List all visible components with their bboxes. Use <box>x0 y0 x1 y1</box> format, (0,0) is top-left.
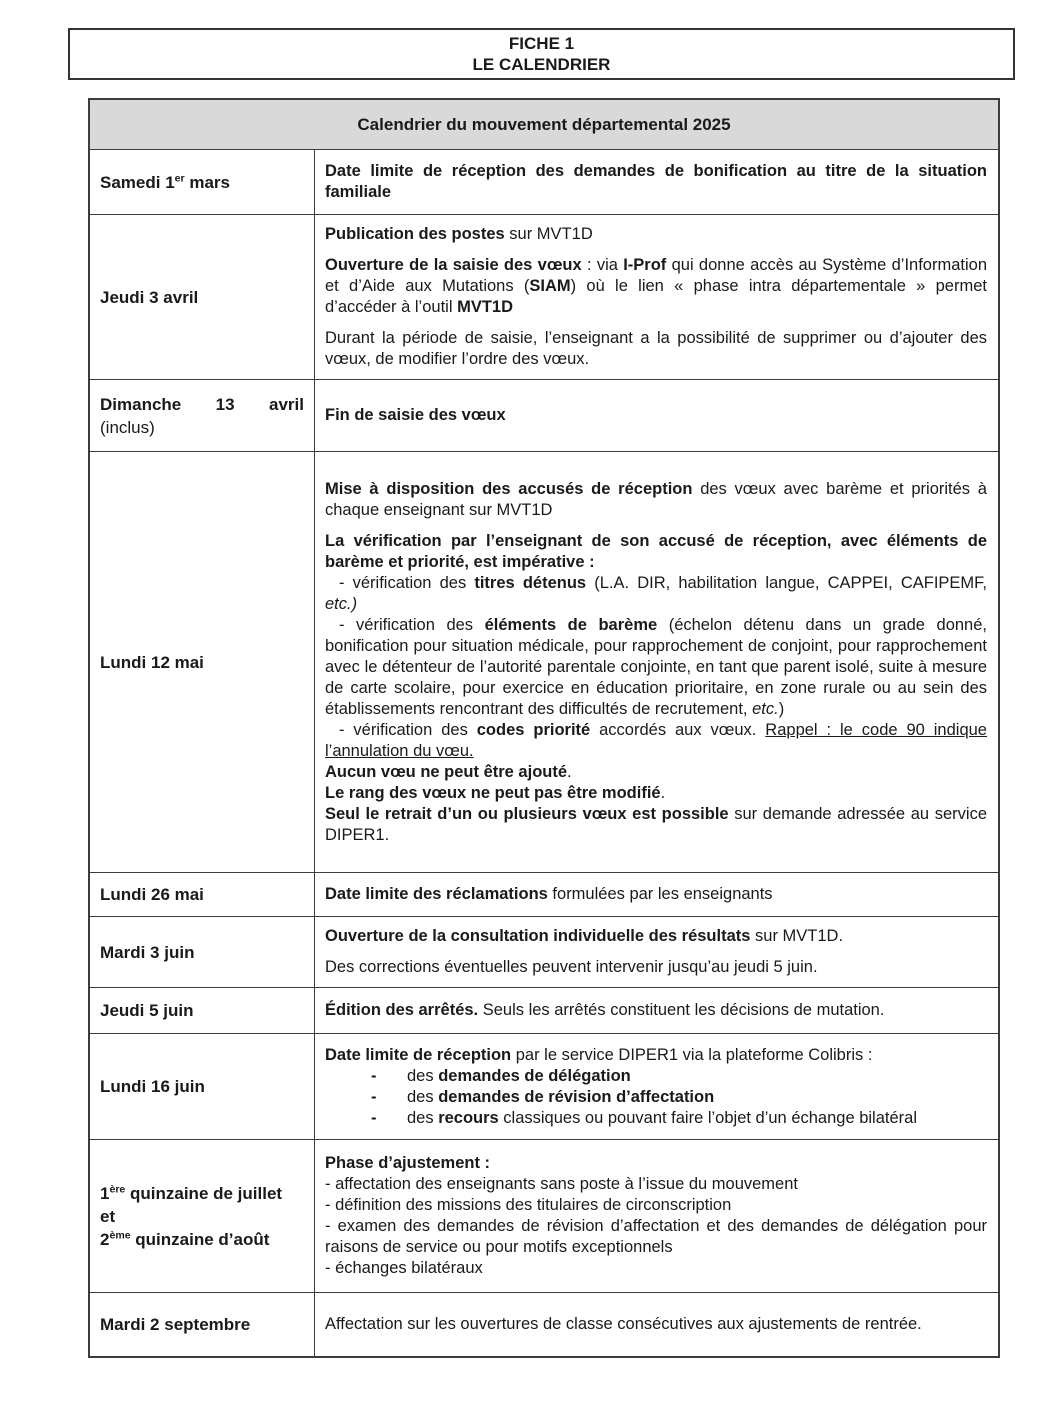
row-content-cell: Publication des postes sur MVT1D Ouverture de la saisie des vœux : via I-Prof qui donne accès au Système d’Information et d’Aide aux Mutations (SIAM) où le lien « phase intra départementale » permet d’accéder à l’outil MVT1D Durant la période de saisie, l’enseignant a la possibilité de supprimer ou d’ajouter des vœux, de modifier l’ordre des vœux. <box>325 225 987 368</box>
table-row <box>90 150 998 214</box>
table-row <box>90 916 998 987</box>
row-content-cell: Édition des arrêtés. Seuls les arrêtés constituent les décisions de mutation. <box>325 1001 885 1019</box>
row-date-cell: Jeudi 5 juin <box>90 988 315 1033</box>
table-row <box>90 872 998 916</box>
row-content-cell: Date limite de réception des demandes de bonification au titre de la situation familiale <box>325 162 987 201</box>
table-row <box>90 1139 998 1292</box>
row-content-cell: Ouverture de la consultation individuelle des résultats sur MVT1D. Des corrections éventuelles peuvent intervenir jusqu’au jeudi 5 juin. <box>325 927 844 976</box>
row-date-cell: Jeudi 3 avril <box>90 215 315 379</box>
fiche-title-line1: FICHE 1 <box>508 34 575 53</box>
row-content-cell: Fin de saisie des vœux <box>325 406 506 424</box>
calendar-table <box>88 98 1000 1358</box>
row-date-cell: Mardi 2 septembre <box>90 1293 315 1356</box>
row-date-cell: Samedi 1er mars <box>90 150 315 214</box>
row-date-cell: Lundi 26 mai <box>90 873 315 916</box>
table-row <box>90 451 998 872</box>
row-content-cell: Phase d’ajustement : - affectation des enseignants sans poste à l’issue du mouvement - définition des missions des titulaires de circonscription - examen des demandes de révision d’affectation et des demandes de délégation pour raisons de service ou pour motifs exceptionnels - échanges bilatéraux <box>325 1154 987 1277</box>
table-row <box>90 214 998 379</box>
row-content-cell: Mise à disposition des accusés de réception des vœux avec barème et priorités à chaque enseignant sur MVT1D La vérification par l’enseignant de son accusé de réception, avec éléments de barème et priorité, est impérative : - vérification des titres détenus (L.A. DIR, habilitation langue, CAPPEI, CAFIPEMF, etc.) - vérification des éléments de barème (échelon détenu dans un grade donné, bonification pour situation médicale, pour rapprochement de conjoint, pour rapprochement avec le détenteur de l’autorité parentale conjointe, en tant que parent isolé, suite à mesure de carte scolaire, pour exercice en éducation prioritaire, en zone rurale ou au sein des établissements rencontrant des difficultés de recrutement, etc.) - vérification des codes priorité accordés aux vœux. Rappel : le code 90 indique l’annulation du vœu. Aucun vœu ne peut être ajouté. Le rang des vœux ne peut pas être modifié. Seul le retrait d’un ou plusieurs vœux est possible sur demande adressée au service DIPER1. <box>325 479 987 844</box>
row-date-cell: Dimanche 13 avril (inclus) <box>90 380 315 451</box>
fiche-title-box <box>68 28 1015 80</box>
row-content-cell: Affectation sur les ouvertures de classe consécutives aux ajustements de rentrée. <box>325 1315 922 1333</box>
calendar-table-header: Calendrier du mouvement départemental 2025 <box>90 100 998 150</box>
table-row <box>90 379 998 451</box>
row-content-cell: Date limite des réclamations formulées par les enseignants <box>325 885 773 903</box>
row-date-cell: 1ère quinzaine de juillet et 2ème quinzaine d’août <box>90 1140 315 1292</box>
fiche-title-line2: LE CALENDRIER <box>472 55 611 74</box>
row-content-cell: Date limite de réception par le service DIPER1 via la plateforme Colibris : - des demandes de délégation - des demandes de révision d’affectation - des recours classiques ou pouvant faire l’objet d’un échange bilatéral <box>315 1034 998 1139</box>
row-date-cell: Lundi 16 juin <box>90 1034 315 1139</box>
row-date-cell: Mardi 3 juin <box>90 917 315 987</box>
table-row <box>90 1033 998 1139</box>
table-row <box>90 987 998 1033</box>
table-row <box>90 1292 998 1356</box>
row-date-cell: Lundi 12 mai <box>90 452 315 872</box>
